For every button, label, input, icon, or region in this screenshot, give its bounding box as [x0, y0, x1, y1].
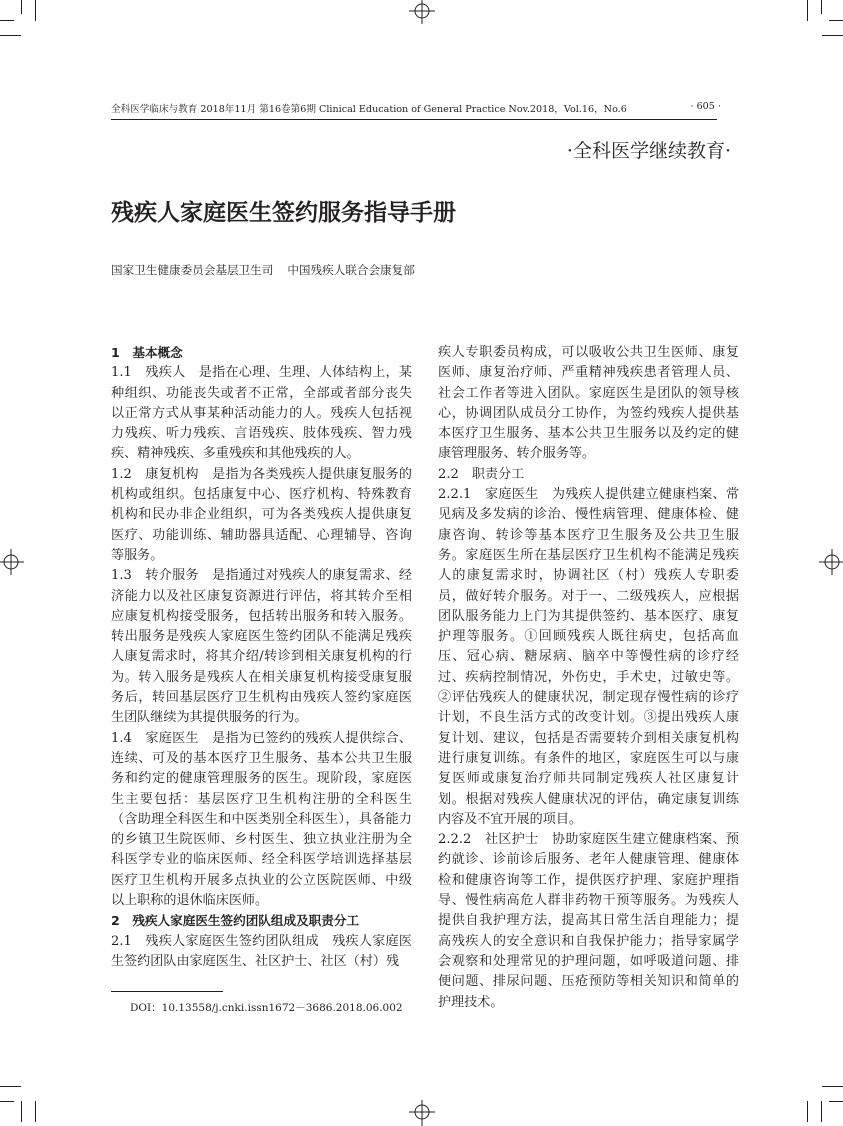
- section-heading: 2 残疾人家庭医生签约团队组成及职责分工: [111, 913, 360, 929]
- crop-mark: [0, 20, 14, 21]
- crop-mark: [807, 0, 808, 21]
- crop-mark: [821, 1101, 822, 1122]
- paragraph: 2.1 残疾人家庭医生签约团队组成 残疾人家庭医生签约团队由家庭医生、社区护士、社区（村）残: [111, 933, 412, 969]
- left-column: [111, 343, 412, 972]
- crop-mark: [821, 0, 822, 14]
- crop-mark: [0, 35, 21, 36]
- registration-mark-icon: [407, 0, 437, 30]
- paragraph: 1.4 家庭医生 是指为已签约的残疾人提供综合、连续、可及的基本医疗卫生服务、基本公共卫生服务和约定的健康管理服务的医生。现阶段，家庭医生主要包括：基层医疗卫生机构注册的全科医生（含助理全科医生和中医类别全科医生），具备能力的乡镇卫生院医师、乡村医生、独立执业注册为全科医学专业的临床医师、经全科医学培训选择基层医疗卫生机构开展多点执业的公立医院医师、中级以上职称的退休临床医师。: [111, 730, 412, 909]
- paragraph: 1.1 残疾人 是指在心理、生理、人体结构上，某种组织、功能丧失或者不正常，全部或者部分丧失以正常方式从事某种活动能力的人。残疾人包括视力残疾、听力残疾、言语残疾、肢体残疾、智力残疾、精神残疾、多重残疾和其他残疾的人。: [111, 365, 412, 462]
- section-heading: 1 基本概念: [111, 345, 183, 360]
- crop-mark: [829, 20, 843, 21]
- running-header: [111, 97, 721, 120]
- crop-mark: [807, 1101, 808, 1122]
- crop-mark: [35, 0, 36, 21]
- crop-mark: [35, 1101, 36, 1122]
- paragraph: 2.2.1 家庭医生 为残疾人提供建立健康档案、常见病及多发病的诊治、慢性病管理、健康体检、健康咨询、转诊等基本医疗卫生服务及公共卫生服务。家庭医生所在基层医疗卫生机构不能满足残疾人的康复需求时，协调社区（村）残疾人专职委员，做好转介服务。对于一、二级残疾人，应根据团队服务能力上门为其提供签约、基本医疗、康复护理等服务。①回顾残疾人既往病史，包括高血压、冠心病、糖尿病、脑卒中等慢性病的诊疗经过、疾病控制情况，外伤史，手术史，过敏史等。②评估残疾人的健康状况，制定现存慢性病的诊疗计划，不良生活方式的改变计划。③提出残疾人康复计划、建议，包括是否需要转介到相关康复机构进行康复训练。有条件的地区，家庭医生可以与康复医师或康复治疗师共同制定残疾人社区康复计划。根据对残疾人健康状况的评估，确定康复训练内容及不宜开展的项目。: [438, 487, 739, 827]
- subsection-heading: 2.2 职责分工: [438, 466, 525, 482]
- crop-mark: [0, 1101, 14, 1102]
- author-affiliation: 国家卫生健康委员会基层卫生司: [111, 263, 274, 277]
- doi-footnote: DOI：10.13558/j.cnki.issn1672－3686.2018.06.002: [130, 1002, 403, 1014]
- paragraph: 疾人专职委员构成，可以吸收公共卫生医师、康复医师、康复治疗师、严重精神残疾患者管理人员、社会工作者等进入团队。家庭医生是团队的领导核心，协调团队成员分工协作，为签约残疾人提供基本医疗卫生服务、基本公共卫生服务以及约定的健康管理服务、转介服务等。: [438, 345, 739, 462]
- journal-info: 全科医学临床与教育 2018年11月 第16卷第6期 Clinical Education of General Practice Nov.2018，Vol.16，No.6: [111, 104, 627, 115]
- footnote-rule: [111, 991, 223, 992]
- section-label: ·全科医学继续教育·: [566, 140, 731, 162]
- registration-mark-icon: [813, 547, 843, 577]
- paragraph: 1.3 转介服务 是指通过对残疾人的康复需求、经济能力以及社区康复资源进行评估，将其转介至相应康复机构接受服务，包括转出服务和转入服务。转出服务是残疾人家庭医生签约团队不能满足残疾人康复需求时，将其介绍/转诊到相关康复机构的行为。转入服务是残疾人在相关康复机构接受康复服务后，转回基层医疗卫生机构由残疾人签约家庭医生团队继续为其提供服务的行为。: [111, 568, 412, 726]
- crop-mark: [21, 0, 22, 14]
- crop-mark: [829, 1101, 843, 1102]
- right-column: [438, 343, 739, 1013]
- crop-mark: [0, 1086, 21, 1087]
- paragraph: 2.2.2 社区护士 协助家庭医生建立健康档案、预约就诊、诊前诊后服务、老年人健康管理、健康体检和健康咨询等工作，提供医疗护理、家庭护理指导、慢性病高危人群非药物干预等服务。为残疾人提供自我护理方法，提高其日常生活自理能力；提高残疾人的安全意识和自我保护能力；指导家属学会观察和处理常见的护理问题，如呼吸道问题、排便问题、排尿问题、压疮预防等相关知识和简单的护理技术。: [438, 832, 739, 1010]
- registration-mark-icon: [0, 547, 30, 577]
- author-affiliation: 中国残疾人联合会康复部: [287, 263, 415, 277]
- crop-mark: [21, 1101, 22, 1122]
- crop-mark: [822, 35, 843, 36]
- page-number: · 605 ·: [690, 101, 721, 112]
- article-title: 残疾人家庭医生签约服务指导手册: [111, 200, 456, 226]
- paragraph: 1.2 康复机构 是指为各类残疾人提供康复服务的机构或组织。包括康复中心、医疗机构、特殊教育机构和民办非企业组织，可为各类残疾人提供康复医疗、功能训练、辅助器具适配、心理辅导、咨询等服务。: [111, 466, 412, 563]
- crop-mark: [822, 1086, 843, 1087]
- author-affiliations: [111, 262, 429, 278]
